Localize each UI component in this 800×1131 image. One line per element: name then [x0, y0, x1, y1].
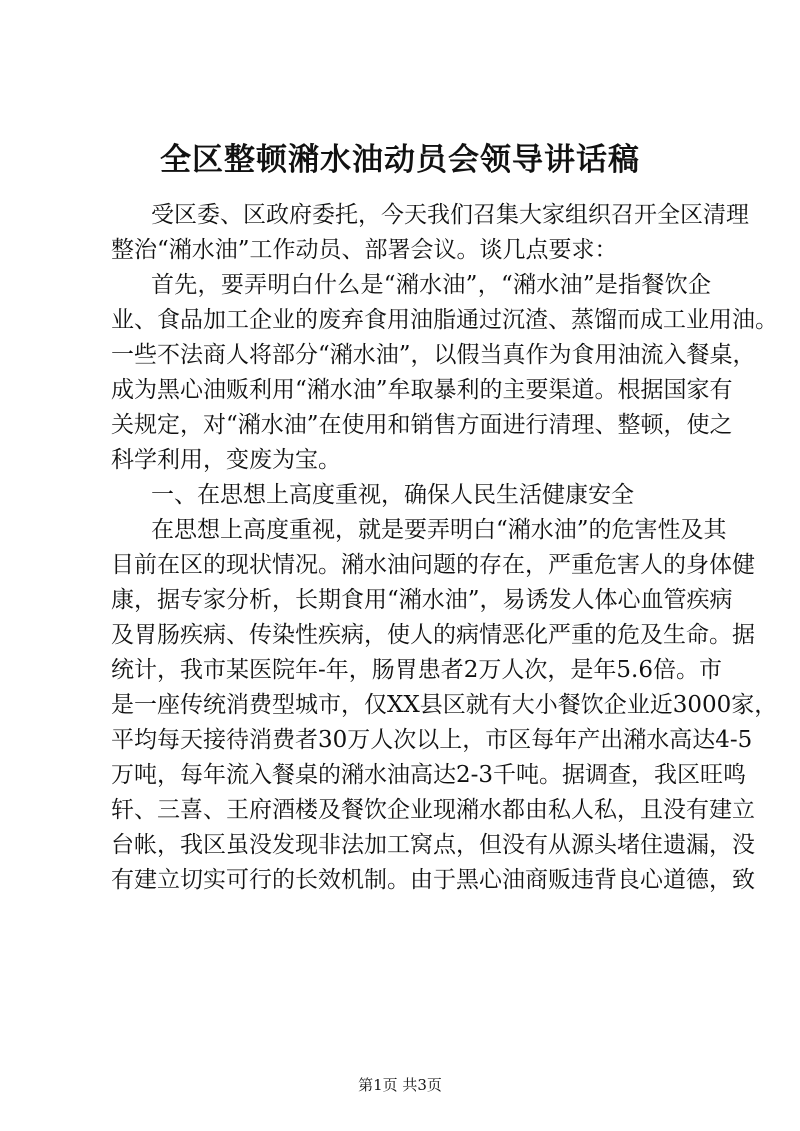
paragraph-2-line-1: 首先，要弄明白什么是“潲水油”，“潲水油”是指餐饮企: [151, 272, 711, 298]
paragraph-3-line-4: 及胃肠疾病、传染性疾病，使人的病情恶化严重的危及生命。据: [111, 622, 755, 648]
paragraph-2-line-5: 关规定，对“潲水油”在使用和销售方面进行清理、整顿，使之: [111, 412, 733, 438]
paragraph-2-line-3: 一些不法商人将部分“潲水油”，以假当真作为食用油流入餐桌，: [111, 342, 756, 368]
paragraph-3-line-1: 在思想上高度重视，就是要弄明白“潲水油”的危害性及其: [151, 517, 727, 543]
paragraph-3-line-8: 万吨，每年流入餐桌的潲水油高达2-3千吨。据调查，我区旺鸣: [111, 762, 747, 788]
paragraph-3-line-5: 统计，我市某医院年-年，肠胃患者2万人次，是年5.6倍。市: [111, 657, 722, 683]
paragraph-3-line-9: 轩、三喜、王府酒楼及餐饮企业现潲水都由私人私，且没有建立: [111, 797, 755, 823]
paragraph-3-line-3: 康，据专家分析，长期食用“潲水油”，易诱发人体心血管疾病: [111, 587, 733, 613]
paragraph-1-line-2: 整治“潲水油”工作动员、部署会议。谈几点要求：: [111, 237, 618, 263]
paragraph-2-line-6: 科学利用，变废为宝。: [111, 447, 341, 473]
paragraph-2-line-4: 成为黑心油贩利用“潲水油”牟取暴利的主要渠道。根据国家有: [111, 377, 733, 403]
paragraph-3-line-11: 有建立切实可行的长效机制。由于黑心油商贩违背良心道德，致: [111, 867, 755, 893]
document-title: 全区整顿潲水油动员会领导讲话稿: [160, 142, 640, 178]
paragraph-2-line-2: 业、食品加工企业的废弃食用油脂通过沉渣、蒸馏而成工业用油。: [111, 307, 778, 333]
paragraph-3-line-6: 是一座传统消费型城市，仅XX县区就有大小餐饮企业近3000家，: [111, 692, 778, 718]
section-heading-1: 一、在思想上高度重视，确保人民生活健康安全: [151, 482, 634, 508]
paragraph-3-line-7: 平均每天接待消费者30万人次以上，市区每年产出潲水高达4-5: [111, 727, 753, 753]
paragraph-1-line-1: 受区委、区政府委托，今天我们召集大家组织召开全区清理: [151, 202, 749, 228]
paragraph-3-line-2: 目前在区的现状情况。潲水油问题的存在，严重危害人的身体健: [111, 552, 755, 578]
paragraph-3-line-10: 台帐，我区虽没发现非法加工窝点，但没有从源头堵住遗漏，没: [111, 832, 755, 858]
page-footer: 第1页 共3页: [358, 1076, 442, 1094]
